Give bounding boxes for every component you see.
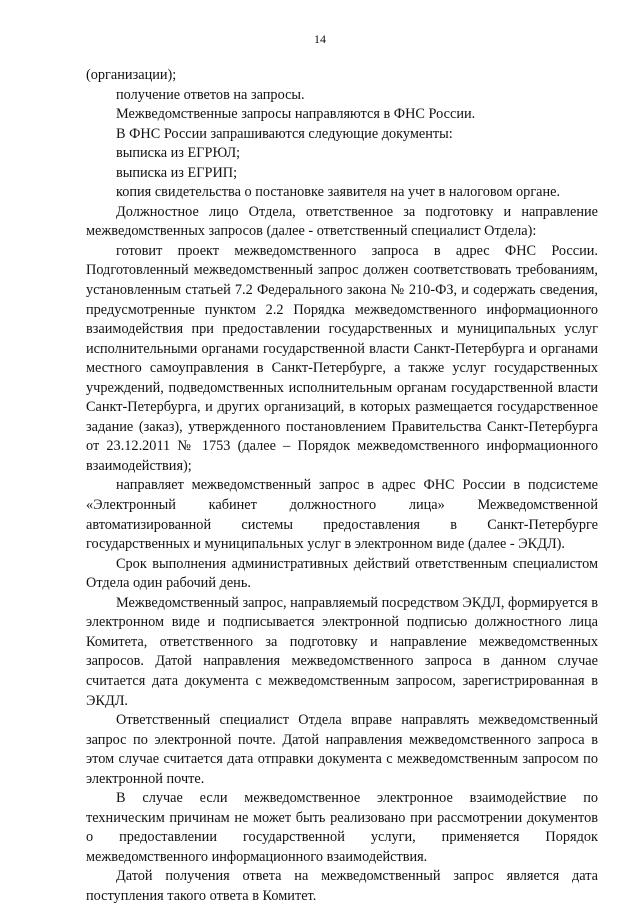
paragraph-email-request: Ответственный специалист Отдела вправе направлять межведомственный запрос по электронной почте. Датой направления межведомственного запроса в этом случае считается дата отправки документа с межведомственным запросом по электронной почте. xyxy=(86,712,598,787)
paragraph-egrip-extract: выписка из ЕГРИП; xyxy=(116,164,238,181)
paragraph-technical-reasons: В случае если межведомственное электронное взаимодействие по техническим причинам не может быть реализовано при рассмотрении документов о предоставлении государственной услуги, применяется Порядок межведомственного информационного взаимодействия. xyxy=(86,790,598,865)
paragraph-deadline: Срок выполнения административных действий ответственным специалистом Отдела один рабочий день. xyxy=(86,555,598,592)
paragraph-requests-sent-fns: Межведомственные запросы направляются в ФНС России. xyxy=(116,106,476,123)
paragraph-receiving-answers: получение ответов на запросы. xyxy=(116,86,305,103)
paragraph-ekdl-request: Межведомственный запрос, направляемый посредством ЭКДЛ, формируется в электронном виде и подписывается электронной подписью должностного лица Комитета, ответственного за подготовку и направление межведомственных запросов. Датой направления межведомственного запроса в данном случае считается дата документа с межведомственным запросом, зарегистрированная в ЭКДЛ. xyxy=(86,594,598,709)
paragraph-sends-request-ekdl: направляет межведомственный запрос в адрес ФНС России в подсистеме «Электронный кабинет должностного лица» Межведомственной автоматизированной системы предоставления в Санкт-Петербурге государственных и муниципальных услуг в электронном виде (далее - ЭКДЛ). xyxy=(86,477,598,553)
page-number: 14 xyxy=(314,32,326,46)
paragraph-tax-registration-copy: копия свидетельства о постановке заявителя на учет в налоговом органе. xyxy=(116,184,561,201)
paragraph-answer-date: Датой получения ответа на межведомственный запрос является дата поступления такого ответа в Комитет. xyxy=(86,868,598,904)
paragraph-responsible-official: Должностное лицо Отдела, ответственное за подготовку и направление межведомственных запросов (далее - ответственный специалист Отдела): xyxy=(86,203,598,240)
paragraph-prepares-request: готовит проект межведомственного запроса в адрес ФНС России. Подготовленный межведомственный запрос должен соответствовать требованиям, установленным статьей 7.2 Федерального закона № 210-ФЗ, и содержать сведения, предусмотренные пунктом 2.2 Порядка межведомственного информационного взаимодействия при предоставлении государственных и муниципальных услуг исполнительными органами государственной власти Санкт-Петербурга и органами местного самоуправления в Санкт-Петербурге, а также услуг государственных учреждений, подведомственных исполнительным органам государственной власти Санкт-Петербурга, и других организаций, в которых размещается государственное задание (заказ), утвержденного постановлением Правительства Санкт-Петербурга от 23.12.2011 № 1753 (далее – Порядок межведомственного информационного взаимодействия); xyxy=(86,242,598,474)
paragraph-egrul-extract: выписка из ЕГРЮЛ; xyxy=(116,145,241,162)
paragraph-requested-documents: В ФНС России запрашиваются следующие документы: xyxy=(116,125,453,142)
document-body xyxy=(86,66,598,907)
paragraph-organizations: (организации); xyxy=(86,67,177,83)
